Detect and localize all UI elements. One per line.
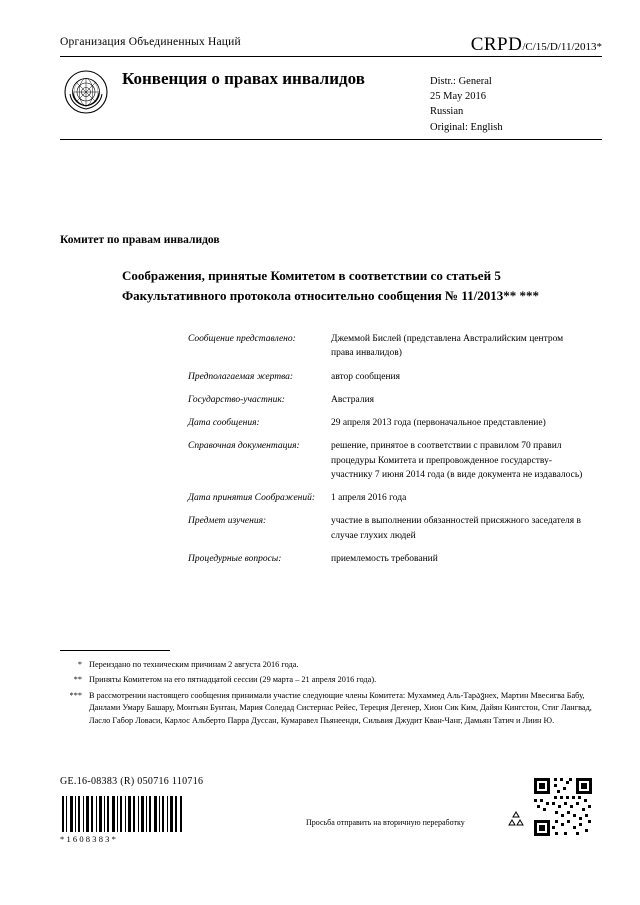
organization-name: Организация Объединенных Наций	[60, 36, 241, 48]
document-symbol	[471, 34, 602, 56]
distr-label: Distr.: General	[430, 76, 492, 87]
qr-code	[532, 776, 594, 838]
table-row	[188, 552, 588, 566]
footnote-rule	[60, 650, 170, 651]
masthead-rule	[60, 139, 602, 140]
document-symbol-main: CRPD	[470, 34, 523, 55]
meta-label: Процедурные вопросы:	[188, 553, 282, 564]
table-row	[188, 416, 588, 430]
footnote-mark: *	[77, 660, 82, 669]
distr-original: Original: English	[430, 121, 503, 133]
meta-value: решение, принятое в соответствии с правилом 70 правил процедуры Комитета и препровожденное государству-участнику 7 июня 2014 года (в виде документа не издавалось)	[331, 441, 583, 480]
meta-value: Австралия	[331, 394, 375, 405]
recycle-text: Просьба отправить на вторичную переработку	[306, 818, 465, 827]
distr-language: Russian	[430, 106, 464, 118]
footnotes	[60, 659, 600, 730]
page-sheet	[38, 34, 602, 854]
meta-label: Предмет изучения:	[188, 516, 267, 527]
meta-value: Джеммой Бислей (представлена Австралийским центром права инвалидов)	[331, 334, 564, 359]
barcode-number: *1608383*	[60, 834, 119, 844]
meta-value: приемлемость требований	[331, 553, 438, 564]
footnote-text: Приняты Комитетом на его пятнадцатой сессии (29 марта – 21 апреля 2016 года).	[89, 675, 377, 685]
meta-label: Дата принятия Соображений:	[188, 493, 316, 503]
meta-value: 29 апреля 2013 года (первоначальное представление)	[331, 418, 546, 428]
table-row	[188, 491, 588, 505]
meta-label: Дата сообщения:	[188, 418, 260, 428]
meta-label: Сообщение представлено:	[188, 334, 296, 344]
table-row	[188, 393, 588, 407]
table-row	[188, 370, 588, 384]
distr-date: 25 May 2016	[430, 91, 486, 103]
barcode	[60, 796, 184, 832]
metadata-table	[188, 332, 588, 575]
distribution-block	[430, 74, 503, 135]
meta-value: 1 апреля 2016 года	[331, 493, 407, 503]
list-item	[60, 690, 600, 727]
list-item	[60, 674, 600, 686]
table-row	[188, 514, 588, 543]
un-emblem-icon	[64, 70, 108, 114]
table-row	[188, 439, 588, 482]
page-title: Соображения, принятые Комитетом в соответствии со статьей 5 Факультативного протокола относительно сообщения № 11/2013** ***	[122, 268, 539, 304]
footnote-mark: ***	[69, 690, 82, 700]
document-header	[38, 34, 602, 56]
meta-label: Справочная документация:	[188, 441, 300, 452]
committee-name: Комитет по правам инвалидов	[60, 234, 220, 246]
table-row	[188, 332, 588, 361]
meta-label: Предполагаемая жертва:	[188, 371, 294, 382]
document-symbol-rest: /C/15/D/11/2013*	[522, 41, 602, 53]
meta-value: автор сообщения	[331, 371, 400, 382]
meta-label: Государство-участник:	[188, 394, 285, 405]
footnote-text: В рассмотрении настоящего сообщения принимали участие следующие члены Комитета: Мухаммед Аль-Тарავнех, Мартин Мвесигва Бабу, Данлами Умару Башару, Монтьян Бунтан, Мария Соледад Систернас Рейес, Тереция Дегенер, Хион Сик Ким, Дайян Кингстон, Стиг Лангвад, Ласло Габор Ловаси, Карлос Альберто Парра Дуссан, Кумаравел Пьянеенди, Сильвия Джудит Кван-Чанг, Дамьян Татич и Лиин Ю.	[89, 690, 592, 725]
job-number: GE.16-08383 (R) 050716 110716	[60, 776, 204, 787]
recycle-icon	[506, 810, 526, 830]
meta-value: участие в выполнении обязанностей присяжного заседателя в случае глухих людей	[331, 516, 582, 541]
footnote-mark: **	[73, 675, 82, 685]
header-rule	[60, 56, 602, 57]
footnote-text: Переиздано по техническим причинам 2 августа 2016 года.	[89, 660, 299, 669]
list-item	[60, 659, 600, 671]
convention-title: Конвенция о правах инвалидов	[122, 69, 365, 88]
masthead	[60, 62, 602, 136]
